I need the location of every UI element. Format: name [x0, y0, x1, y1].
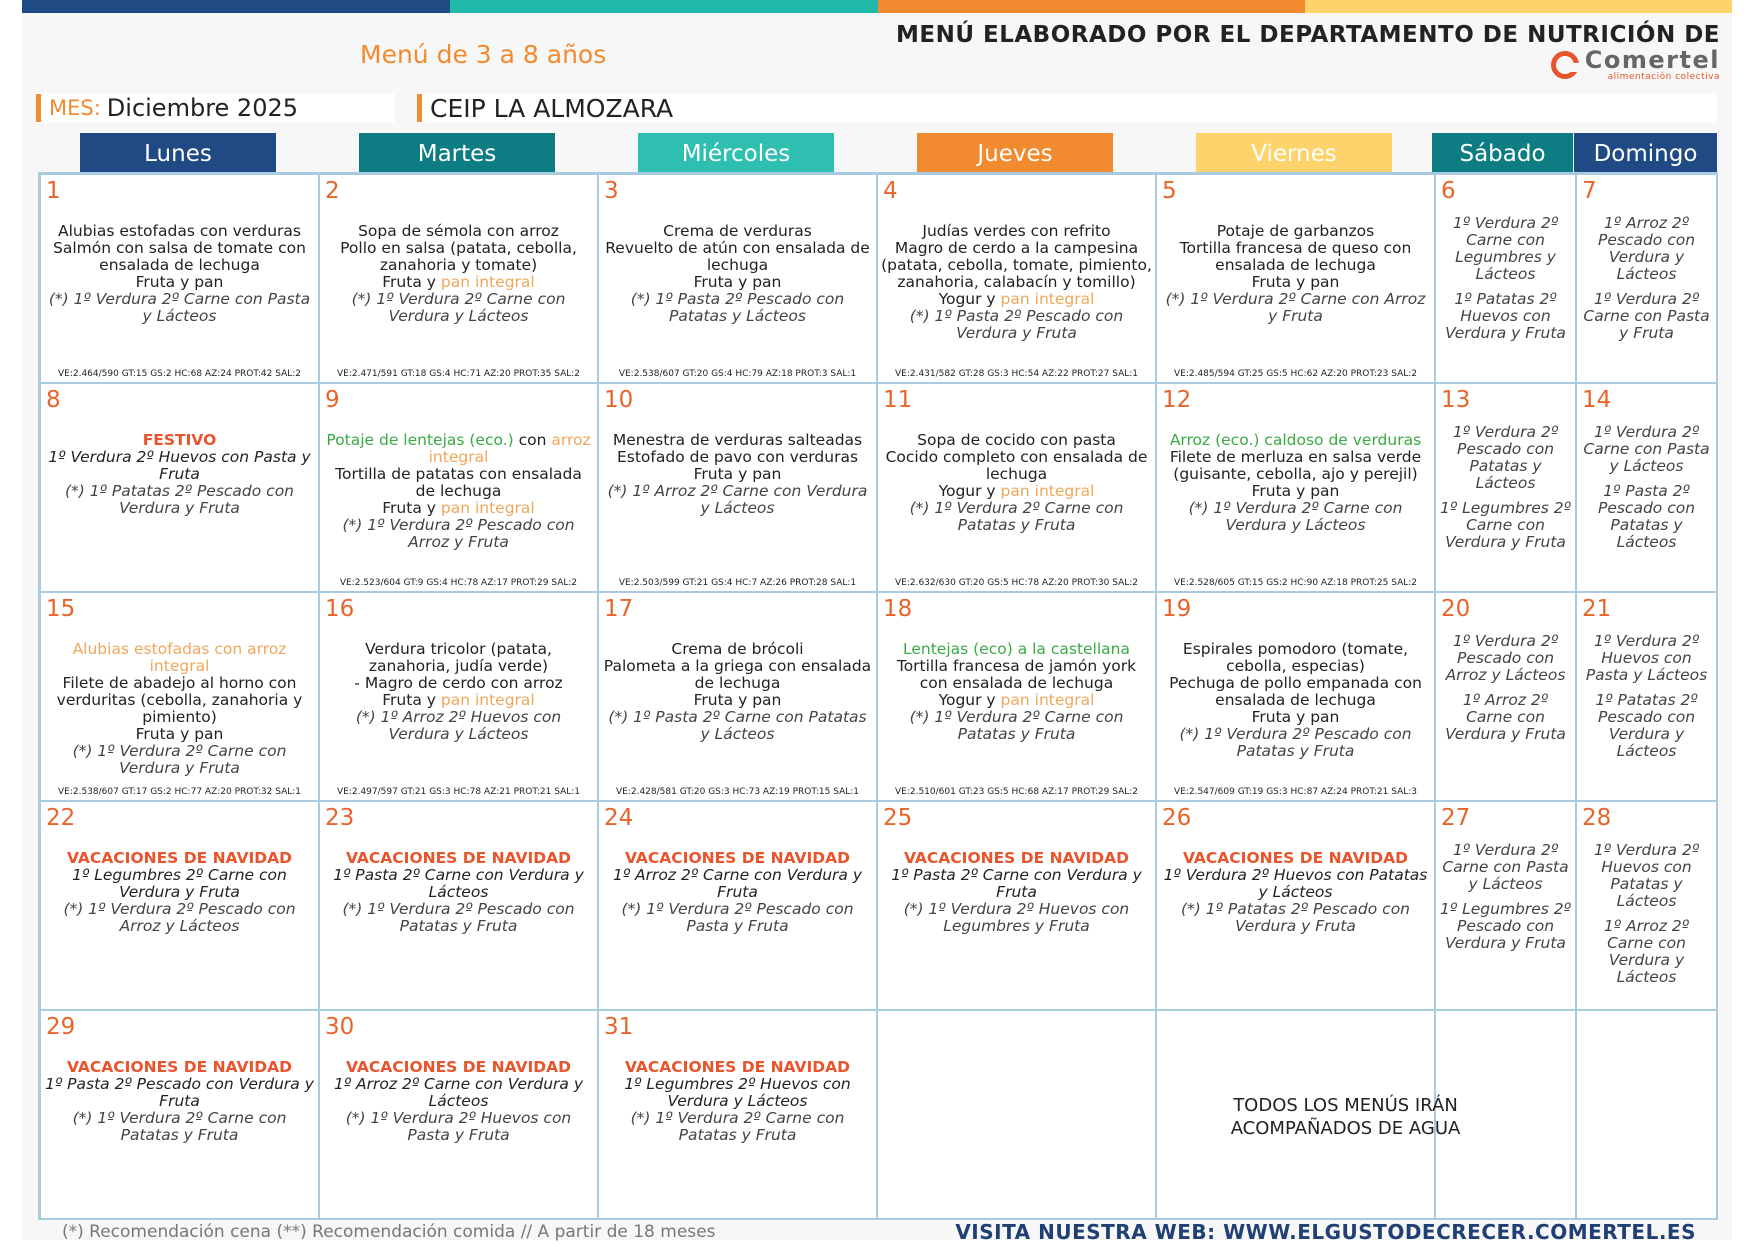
day-number: 2 [325, 178, 340, 204]
day-menu [323, 432, 594, 551]
dessert-text: Yogur y [938, 290, 1001, 308]
menu-recommendation: 1º Verdura 2º Huevos con Pasta y Fruta [48, 448, 311, 483]
dessert-text: Fruta y [382, 691, 441, 709]
day-number: 10 [604, 387, 634, 413]
holiday-label: FESTIVO [142, 431, 217, 449]
day-number: 14 [1582, 387, 1612, 413]
dinner-recommendation: (*) 1º Patatas 2º Pescado con Verdura y Fruta [1180, 900, 1410, 935]
day-menu [602, 223, 873, 325]
dinner-recommendation: (*) 1º Pasta 2º Carne con Patatas y Lácteos [608, 708, 867, 743]
menu-recommendation: 1º Verdura 2º Huevos con Patatas y Lácteos [1163, 866, 1428, 901]
water-note-line-1: TODOS LOS MENÚS IRÁN [1233, 1095, 1458, 1116]
holiday-label: VACACIONES DE NAVIDAD [345, 849, 571, 867]
integral-highlight: pan integral [1000, 482, 1095, 500]
day-number: 27 [1441, 805, 1471, 831]
nutrition-values: VE:2.632/630 GT:20 GS:5 HC:78 AZ:20 PROT:30 SAL:2 [894, 578, 1139, 588]
calendar-day-cell [877, 1010, 1156, 1219]
weekend-recommendation: 1º Legumbres 2º Carne con Verdura y Fruta [1440, 499, 1571, 551]
color-stripe-1 [22, 0, 450, 13]
calendar-day-cell [598, 1010, 877, 1219]
calendar-day-cell [319, 174, 598, 383]
nutrition-values: VE:2.464/590 GT:15 GS:2 HC:68 AZ:24 PROT:42 SAL:2 [57, 369, 302, 379]
holiday-label: VACACIONES DE NAVIDAD [624, 849, 850, 867]
menu-line: Palometa a la griega con ensalada de lechuga [603, 657, 872, 692]
menu-recommendation: 1º Pasta 2º Pescado con Verdura y Fruta [45, 1075, 314, 1110]
school-accent-bar [417, 94, 422, 122]
month-label: MES: [49, 96, 101, 120]
dessert-text: Fruta y [382, 273, 441, 291]
water-note-line-2: ACOMPAÑADOS DE AGUA [1230, 1118, 1461, 1139]
menu-line: Fruta y pan [693, 465, 782, 483]
calendar-day-cell [598, 174, 877, 383]
weekend-recommendation: 1º Verdura 2º Carne con Legumbres y Lácteos [1452, 214, 1559, 283]
dinner-recommendation: (*) 1º Verdura 2º Carne con Patatas y Fruta [72, 1109, 287, 1144]
nutrition-values: VE:2.431/582 GT:28 GS:3 HC:54 AZ:22 PROT:27 SAL:1 [894, 369, 1139, 379]
calendar-day-cell [877, 801, 1156, 1010]
calendar-day-cell [1576, 1010, 1717, 1219]
day-menu [1580, 215, 1713, 350]
day-menu [1439, 842, 1572, 960]
day-menu [323, 1059, 594, 1144]
dinner-recommendation: (*) 1º Pasta 2º Pescado con Patatas y Lácteos [630, 290, 845, 325]
day-number: 4 [883, 178, 898, 204]
day-number: 12 [1162, 387, 1192, 413]
dinner-recommendation: (*) 1º Verdura 2º Carne con Arroz y Fruta [1165, 290, 1426, 325]
holiday-label: VACACIONES DE NAVIDAD [66, 849, 292, 867]
dayhead-lunes: Lunes [80, 133, 276, 174]
eco-dish: Arroz (eco.) caldoso de verduras [1169, 431, 1422, 449]
day-menu [881, 850, 1152, 935]
calendar-day-cell [1576, 592, 1717, 801]
day-menu [1439, 633, 1572, 751]
school-name: CEIP LA ALMOZARA [430, 93, 674, 123]
dayhead-sabado: Sábado [1432, 133, 1573, 174]
weekend-recommendation: 1º Arroz 2º Carne con Verdura y Fruta [1445, 691, 1566, 743]
dinner-recommendation: (*) 1º Verdura 2º Carne con Verdura y Fruta [72, 742, 287, 777]
footer-website[interactable]: VISITA NUESTRA WEB: WWW.ELGUSTODECRECER.COMERTEL.ES [955, 1220, 1696, 1244]
integral-dish: Alubias estofadas con arroz integral [72, 640, 287, 675]
dinner-recommendation: (*) 1º Verdura 2º Pescado con Arroz y Fruta [342, 516, 575, 551]
nutrition-values: VE:2.523/604 GT:9 GS:4 HC:78 AZ:17 PROT:29 SAL:2 [339, 578, 578, 588]
menu-line: Fruta y pan [1251, 708, 1340, 726]
calendar-day-cell [877, 174, 1156, 383]
menu-line: Tortilla francesa de jamón york con ensalada de lechuga [896, 657, 1137, 692]
department-title: MENÚ ELABORADO POR EL DEPARTAMENTO DE NUTRICIÓN DE [895, 22, 1720, 48]
menu-line: Magro de cerdo a la campesina (patata, cebolla, tomate, pimiento, zanahoria, calabacín y tomillo) [881, 239, 1152, 291]
menu-recommendation: 1º Pasta 2º Carne con Verdura y Lácteos [333, 866, 584, 901]
dinner-recommendation: (*) 1º Verdura 2º Pescado con Pasta y Fruta [621, 900, 854, 935]
eco-dish: Lentejas (eco) a la castellana [902, 640, 1130, 658]
menu-line: Fruta y pan [1251, 273, 1340, 291]
day-menu [44, 641, 315, 777]
day-number: 18 [883, 596, 913, 622]
weekend-recommendation: 1º Arroz 2º Carne con Verdura y Lácteos [1603, 917, 1690, 986]
integral-highlight: pan integral [440, 499, 535, 517]
calendar-day-cell [877, 592, 1156, 801]
menu-age-title: Menú de 3 a 8 años [360, 40, 607, 69]
holiday-label: VACACIONES DE NAVIDAD [1182, 849, 1408, 867]
day-menu [323, 223, 594, 325]
day-menu [323, 850, 594, 935]
menu-recommendation: 1º Arroz 2º Carne con Verdura y Fruta [612, 866, 863, 901]
calendar-day-cell [598, 592, 877, 801]
dinner-recommendation: (*) 1º Verdura 2º Huevos con Pasta y Fruta [345, 1109, 572, 1144]
day-number: 8 [46, 387, 61, 413]
day-number: 6 [1441, 178, 1456, 204]
nutrition-values: VE:2.428/581 GT:20 GS:3 HC:73 AZ:19 PROT:15 SAL:1 [615, 787, 860, 797]
day-number: 31 [604, 1014, 634, 1040]
menu-line-dessert [323, 692, 594, 709]
integral-highlight: pan integral [440, 273, 535, 291]
weekend-recommendation: 1º Patatas 2º Huevos con Verdura y Fruta [1445, 290, 1566, 342]
day-number: 3 [604, 178, 619, 204]
dinner-recommendation: (*) 1º Patatas 2º Pescado con Verdura y Fruta [64, 482, 294, 517]
menu-recommendation: 1º Arroz 2º Carne con Verdura y Lácteos [333, 1075, 584, 1110]
day-menu [1439, 424, 1572, 559]
nutrition-values: VE:2.547/609 GT:19 GS:3 HC:87 AZ:24 PROT:21 SAL:3 [1173, 787, 1418, 797]
menu-line: Verdura tricolor (patata, zanahoria, judía verde) [365, 640, 552, 675]
nutrition-values: VE:2.538/607 GT:17 GS:2 HC:77 AZ:20 PROT:32 SAL:1 [57, 787, 302, 797]
integral-highlight: pan integral [440, 691, 535, 709]
dinner-recommendation: (*) 1º Pasta 2º Pescado con Verdura y Fruta [909, 307, 1124, 342]
day-number: 16 [325, 596, 355, 622]
day-number: 13 [1441, 387, 1471, 413]
weekend-recommendation: 1º Verdura 2º Pescado con Patatas y Lácteos [1452, 423, 1559, 492]
menu-line: Revuelto de atún con ensalada de lechuga [605, 239, 870, 274]
calendar-day-cell [1156, 801, 1435, 1010]
day-number: 24 [604, 805, 634, 831]
day-menu [881, 223, 1152, 342]
menu-line: Alubias estofadas con verduras [57, 222, 302, 240]
day-number: 1 [46, 178, 61, 204]
weekend-recommendation: 1º Verdura 2º Carne con Pasta y Lácteos [1583, 423, 1710, 475]
weekend-recommendation: 1º Verdura 2º Pescado con Arroz y Lácteos [1445, 632, 1566, 684]
calendar-day-cell [1435, 801, 1576, 1010]
menu-line-dessert [881, 692, 1152, 709]
day-menu [44, 432, 315, 517]
menu-line: Pechuga de pollo empanada con ensalada de lechuga [1169, 674, 1422, 709]
menu-line: Judías verdes con refrito [922, 222, 1111, 240]
integral-highlight: pan integral [1000, 691, 1095, 709]
weekend-recommendation: 1º Verdura 2º Huevos con Pasta y Lácteos [1585, 632, 1708, 684]
calendar-day-cell [1435, 592, 1576, 801]
day-number: 17 [604, 596, 634, 622]
dinner-recommendation: (*) 1º Verdura 2º Pescado con Patatas y Fruta [342, 900, 575, 935]
integral-highlight: pan integral [1000, 290, 1095, 308]
calendar-grid [38, 172, 1718, 1220]
day-number: 29 [46, 1014, 76, 1040]
nutrition-values: VE:2.497/597 GT:21 GS:3 HC:78 AZ:21 PROT:21 SAL:1 [336, 787, 581, 797]
nutrition-values: VE:2.485/594 GT:25 GS:5 HC:62 AZ:20 PROT:23 SAL:2 [1173, 369, 1418, 379]
connector-text: con [513, 431, 552, 449]
color-stripe-3 [878, 0, 1305, 13]
day-menu [1439, 215, 1572, 350]
integral-highlight: arroz integral [428, 431, 591, 466]
menu-line: Crema de brócoli [671, 640, 804, 658]
calendar-day-cell [40, 383, 319, 592]
weekend-recommendation: 1º Patatas 2º Pescado con Verdura y Lácteos [1595, 691, 1698, 760]
holiday-label: VACACIONES DE NAVIDAD [624, 1058, 850, 1076]
day-number: 28 [1582, 805, 1612, 831]
logo-ring-icon [1551, 51, 1579, 79]
menu-recommendation: 1º Pasta 2º Carne con Verdura y Fruta [891, 866, 1142, 901]
color-stripe-2 [450, 0, 878, 13]
weekend-recommendation: 1º Arroz 2º Pescado con Verdura y Lácteos [1597, 214, 1696, 283]
day-number: 20 [1441, 596, 1471, 622]
menu-line: Filete de abadejo al horno con verduritas (cebolla, zanahoria y pimiento) [56, 674, 303, 726]
day-menu [323, 641, 594, 743]
calendar-day-cell [319, 592, 598, 801]
calendar-day-cell [598, 383, 877, 592]
dayhead-viernes: Viernes [1196, 133, 1392, 174]
day-menu [44, 850, 315, 935]
month-accent-bar [36, 94, 41, 122]
dinner-recommendation: (*) 1º Verdura 2º Carne con Patatas y Fruta [909, 499, 1124, 534]
day-number: 23 [325, 805, 355, 831]
calendar-day-cell [40, 801, 319, 1010]
water-note [1198, 1094, 1493, 1140]
nutrition-values: VE:2.503/599 GT:21 GS:4 HC:7 AZ:26 PROT:28 SAL:1 [618, 578, 857, 588]
day-menu [1580, 424, 1713, 559]
day-number: 22 [46, 805, 76, 831]
day-number: 11 [883, 387, 913, 413]
calendar-day-cell [1576, 801, 1717, 1010]
dessert-text: Yogur y [938, 482, 1001, 500]
nutrition-values: VE:2.528/605 GT:15 GS:2 HC:90 AZ:18 PROT:25 SAL:2 [1173, 578, 1418, 588]
dinner-recommendation: (*) 1º Verdura 2º Carne con Pasta y Lácteos [48, 290, 311, 325]
menu-line: - Magro de cerdo con arroz [354, 674, 563, 692]
dessert-text: Yogur y [938, 691, 1001, 709]
dayhead-martes: Martes [359, 133, 555, 174]
day-number: 9 [325, 387, 340, 413]
calendar-day-cell [1435, 174, 1576, 383]
menu-recommendation: 1º Legumbres 2º Huevos con Verdura y Lácteos [624, 1075, 851, 1110]
menu-line: Tortilla de patatas con ensalada de lechuga [335, 465, 582, 500]
dinner-recommendation: (*) 1º Verdura 2º Carne con Verdura y Lácteos [351, 290, 566, 325]
dinner-recommendation: (*) 1º Verdura 2º Pescado con Patatas y Fruta [1179, 725, 1412, 760]
menu-line-dessert [323, 274, 594, 291]
day-menu [602, 850, 873, 935]
holiday-label: VACACIONES DE NAVIDAD [66, 1058, 292, 1076]
dinner-recommendation: (*) 1º Arroz 2º Carne con Verdura y Lácteos [607, 482, 868, 517]
weekend-recommendation: 1º Verdura 2º Carne con Pasta y Fruta [1583, 290, 1710, 342]
day-menu [44, 1059, 315, 1144]
dayhead-domingo: Domingo [1574, 133, 1717, 174]
day-menu [1160, 223, 1431, 325]
school-box [417, 93, 1717, 123]
month-box [36, 93, 394, 123]
menu-line: Fruta y pan [693, 273, 782, 291]
menu-line: Pollo en salsa (patata, cebolla, zanahoria y tomate) [340, 239, 577, 274]
menu-line: Espirales pomodoro (tomate, cebolla, especias) [1182, 640, 1409, 675]
calendar-day-cell [319, 383, 598, 592]
menu-line: Salmón con salsa de tomate con ensalada de lechuga [53, 239, 306, 274]
dessert-text: Fruta y [382, 499, 441, 517]
day-number: 26 [1162, 805, 1192, 831]
weekend-recommendation: 1º Verdura 2º Carne con Pasta y Lácteos [1442, 841, 1569, 893]
calendar-day-cell [1576, 174, 1717, 383]
day-menu [881, 432, 1152, 534]
day-number: 30 [325, 1014, 355, 1040]
calendar-day-cell [319, 1010, 598, 1219]
menu-line: Potaje de garbanzos [1216, 222, 1375, 240]
day-menu [602, 641, 873, 743]
calendar-day-cell [319, 801, 598, 1010]
day-number: 21 [1582, 596, 1612, 622]
menu-line-dessert [881, 291, 1152, 308]
day-menu [881, 641, 1152, 743]
logo-name: Comertel [1584, 46, 1720, 74]
day-menu [1160, 641, 1431, 760]
menu-line: Fruta y pan [693, 691, 782, 709]
comertel-logo [1551, 48, 1720, 82]
day-menu [602, 1059, 873, 1144]
day-number: 7 [1582, 178, 1597, 204]
day-number: 19 [1162, 596, 1192, 622]
calendar-day-cell [1156, 174, 1435, 383]
nutrition-values: VE:2.510/601 GT:23 GS:5 HC:68 AZ:17 PROT:29 SAL:2 [894, 787, 1139, 797]
weekend-recommendation: 1º Pasta 2º Pescado con Patatas y Lácteos [1597, 482, 1696, 551]
day-number: 25 [883, 805, 913, 831]
nutrition-values: VE:2.471/591 GT:18 GS:4 HC:71 AZ:20 PROT:35 SAL:2 [336, 369, 581, 379]
dinner-recommendation: (*) 1º Verdura 2º Huevos con Legumbres y Fruta [903, 900, 1130, 935]
menu-line: Sopa de sémola con arroz [358, 222, 559, 240]
dinner-recommendation: (*) 1º Verdura 2º Carne con Verdura y Lácteos [1188, 499, 1403, 534]
menu-line: Fruta y pan [135, 725, 224, 743]
calendar-day-cell [40, 174, 319, 383]
day-menu [602, 432, 873, 517]
dinner-recommendation: (*) 1º Arroz 2º Huevos con Verdura y Lácteos [355, 708, 562, 743]
calendar-day-cell [877, 383, 1156, 592]
menu-recommendation: 1º Legumbres 2º Carne con Verdura y Fruta [72, 866, 287, 901]
menu-line-dessert [323, 500, 594, 517]
menu-line: Fruta y pan [135, 273, 224, 291]
day-number: 15 [46, 596, 76, 622]
menu-line: Sopa de cocido con pasta [917, 431, 1116, 449]
weekend-recommendation: 1º Verdura 2º Huevos con Patatas y Lácteos [1593, 841, 1700, 910]
menu-line: Tortilla francesa de queso con ensalada de lechuga [1179, 239, 1412, 274]
day-menu [44, 223, 315, 325]
day-menu [1580, 842, 1713, 994]
menu-line: Cocido completo con ensalada de lechuga [885, 448, 1148, 483]
calendar-day-cell [1576, 383, 1717, 592]
calendar-day-cell [1156, 383, 1435, 592]
day-menu [1580, 633, 1713, 768]
holiday-label: VACACIONES DE NAVIDAD [345, 1058, 571, 1076]
menu-line-dessert [881, 483, 1152, 500]
eco-dish: Potaje de lentejas (eco.) [326, 431, 514, 449]
menu-line: Crema de verduras [663, 222, 812, 240]
day-number: 5 [1162, 178, 1177, 204]
menu-line: Menestra de verduras salteadas [612, 431, 863, 449]
holiday-label: VACACIONES DE NAVIDAD [903, 849, 1129, 867]
menu-line: Filete de merluza en salsa verde (guisante, cebolla, ajo y perejil) [1169, 448, 1422, 483]
weekend-recommendation: 1º Legumbres 2º Pescado con Verdura y Fruta [1440, 900, 1571, 952]
day-menu [1160, 850, 1431, 935]
menu-line-first-course [323, 432, 594, 466]
color-stripe-4 [1305, 0, 1732, 13]
nutrition-values: VE:2.538/607 GT:20 GS:4 HC:79 AZ:18 PROT:3 SAL:1 [618, 369, 857, 379]
calendar-day-cell [1435, 383, 1576, 592]
day-menu [1160, 432, 1431, 534]
dayhead-miercoles: Miércoles [638, 133, 834, 174]
dayhead-jueves: Jueves [917, 133, 1113, 174]
month-value: Diciembre 2025 [106, 94, 298, 122]
logo-subtitle: alimentación colectiva [1607, 72, 1720, 82]
menu-line: Fruta y pan [1251, 482, 1340, 500]
footer-note: (*) Recomendación cena (**) Recomendación comida // A partir de 18 meses [62, 1222, 716, 1242]
dinner-recommendation: (*) 1º Verdura 2º Carne con Patatas y Fruta [909, 708, 1124, 743]
calendar-day-cell [598, 801, 877, 1010]
dinner-recommendation: (*) 1º Verdura 2º Carne con Patatas y Fruta [630, 1109, 845, 1144]
menu-line: Estofado de pavo con verduras [616, 448, 859, 466]
dinner-recommendation: (*) 1º Verdura 2º Pescado con Arroz y Lácteos [63, 900, 296, 935]
calendar-day-cell [40, 592, 319, 801]
calendar-day-cell [1156, 592, 1435, 801]
calendar-day-cell [40, 1010, 319, 1219]
